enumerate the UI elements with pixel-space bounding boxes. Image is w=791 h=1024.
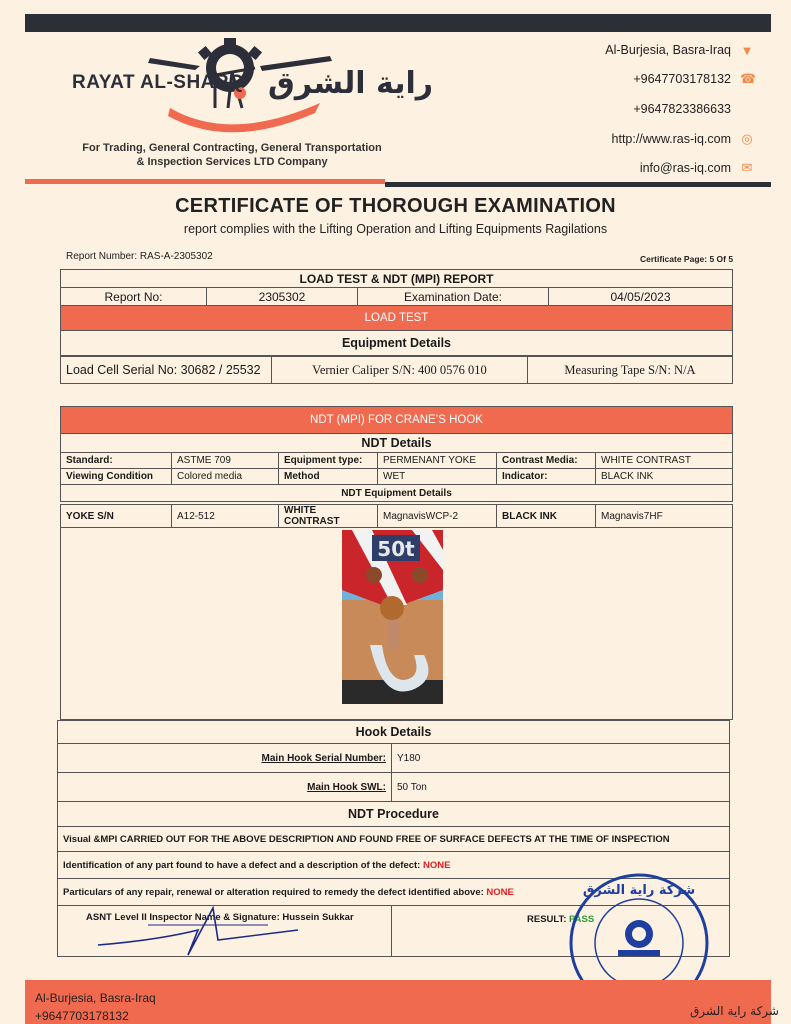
ndt-procedure-heading: NDT Procedure (58, 802, 730, 827)
load-test-bar: LOAD TEST (61, 306, 733, 331)
contact-website: http://www.ras-iq.com (611, 132, 731, 146)
location-pin-icon: ▼ (740, 43, 754, 58)
report-no-value: 2305302 (207, 288, 358, 306)
load-test-table (60, 269, 733, 356)
defect-identification-value: NONE (422, 859, 451, 871)
report-number-line: Report Number: RAS-A-2305302 (66, 251, 213, 262)
report-no-label: Report No: (61, 288, 207, 306)
footer-phone: +9647703178132 (35, 1009, 129, 1023)
defect-identification-label: Identification of any part found to have a defect and a description of the defect: (63, 859, 421, 871)
footer-address: Al-Burjesia, Basra-Iraq (35, 991, 156, 1005)
inspector-signature-line: ASNT Level II Inspector Name & Signature: Hussein Sukkar (58, 906, 392, 957)
equipment-type-label: Equipment type: (279, 453, 378, 469)
contact-phone-1: +9647703178132 (633, 72, 731, 86)
main-hook-serial-label: Main Hook Serial Number: (58, 744, 392, 773)
main-hook-swl-value: 50 Ton (392, 773, 730, 802)
header-top-bar (25, 14, 771, 32)
footer-arabic-name: شركة راية الشرق (690, 1004, 779, 1018)
procedure-line-1: Visual &MPI CARRIED OUT FOR THE ABOVE DESCRIPTION AND FOUND FREE OF SURFACE DEFECTS AT THE TIME OF INSPECTION (58, 827, 730, 852)
certificate-title: CERTIFICATE OF THOROUGH EXAMINATION (175, 195, 616, 217)
yoke-sn-value: A12-512 (172, 505, 279, 528)
method-label: Method (279, 469, 378, 485)
repair-particulars-value: NONE (486, 886, 514, 898)
phone-icon: ☎ (740, 71, 757, 86)
envelope-icon: ✉ (741, 160, 753, 175)
result-label: RESULT: (527, 914, 567, 925)
contact-address: Al-Burjesia, Basra-Iraq (605, 43, 731, 57)
ndt-equipment-heading: NDT Equipment Details (61, 485, 733, 502)
ndt-details-heading: NDT Details (61, 434, 733, 453)
measuring-tape-serial: Measuring Tape S/N: N/A (528, 357, 733, 384)
stamp-arabic-text: شركة راية الشرق (582, 883, 696, 898)
ndt-details-table (60, 452, 733, 502)
repair-particulars-label: Particulars of any repair, renewal or alteration required to remedy the defect identified above: (63, 886, 484, 898)
contact-email: info@ras-iq.com (639, 161, 731, 175)
method-value: WET (378, 469, 497, 485)
white-contrast-value: MagnavisWCP-2 (378, 505, 497, 528)
standard-label: Standard: (61, 453, 172, 469)
indicator-value: BLACK INK (596, 469, 733, 485)
contact-phone-2: +9647823386633 (633, 102, 731, 116)
result-value: PASS (569, 914, 595, 925)
exam-date-label: Examination Date: (358, 288, 549, 306)
viewing-condition-label: Viewing Condition (61, 469, 172, 485)
exam-date-value: 04/05/2023 (549, 288, 733, 306)
company-tagline (72, 141, 392, 169)
certificate-subtitle: report complies with the Lifting Operation and Lifting Equipments Ragilations (183, 222, 608, 236)
vernier-caliper-serial: Vernier Caliper S/N: 400 0576 010 (272, 357, 528, 384)
white-contrast-label: WHITE CONTRAST (279, 505, 378, 528)
indicator-label: Indicator: (497, 469, 596, 485)
crane-hook-photo (342, 530, 443, 704)
hook-details-heading: Hook Details (58, 721, 730, 744)
black-ink-value: Magnavis7HF (596, 505, 733, 528)
equipment-type-value: PERMENANT YOKE (378, 453, 497, 469)
tagline-line-1: For Trading, General Contracting, General Transportation (82, 142, 382, 154)
standard-value: ASTME 709 (172, 453, 279, 469)
black-ink-label: BLACK INK (497, 505, 596, 528)
company-name-ar: راية الشرق (268, 66, 434, 101)
company-name-en: RAYAT AL-SHARQ (72, 72, 245, 93)
contrast-media-label: Contrast Media: (497, 453, 596, 469)
certificate-page: Certificate Page: 5 Of 5 (640, 254, 734, 264)
yoke-sn-label: YOKE S/N (61, 505, 172, 528)
equipment-table (60, 356, 733, 384)
photo-50t-label: 50t (377, 537, 415, 561)
globe-icon: ◎ (741, 131, 753, 146)
ndt-header-table (60, 406, 733, 453)
tagline-line-2: & Inspection Services LTD Company (136, 156, 328, 168)
main-hook-serial-value: Y180 (392, 744, 730, 773)
header-divider-orange (25, 179, 385, 184)
equipment-details-heading: Equipment Details (61, 331, 733, 356)
header-divider-dark (385, 182, 771, 187)
contrast-media-value: WHITE CONTRAST (596, 453, 733, 469)
main-hook-swl-label: Main Hook SWL: (58, 773, 392, 802)
load-test-heading: LOAD TEST & NDT (MPI) REPORT (61, 270, 733, 288)
ndt-bar: NDT (MPI) FOR CRANE’S HOOK (61, 407, 733, 434)
load-cell-serial: Load Cell Serial No: 30682 / 25532 (61, 357, 272, 384)
viewing-condition-value: Colored media (172, 469, 279, 485)
inspector-signature (68, 900, 308, 960)
